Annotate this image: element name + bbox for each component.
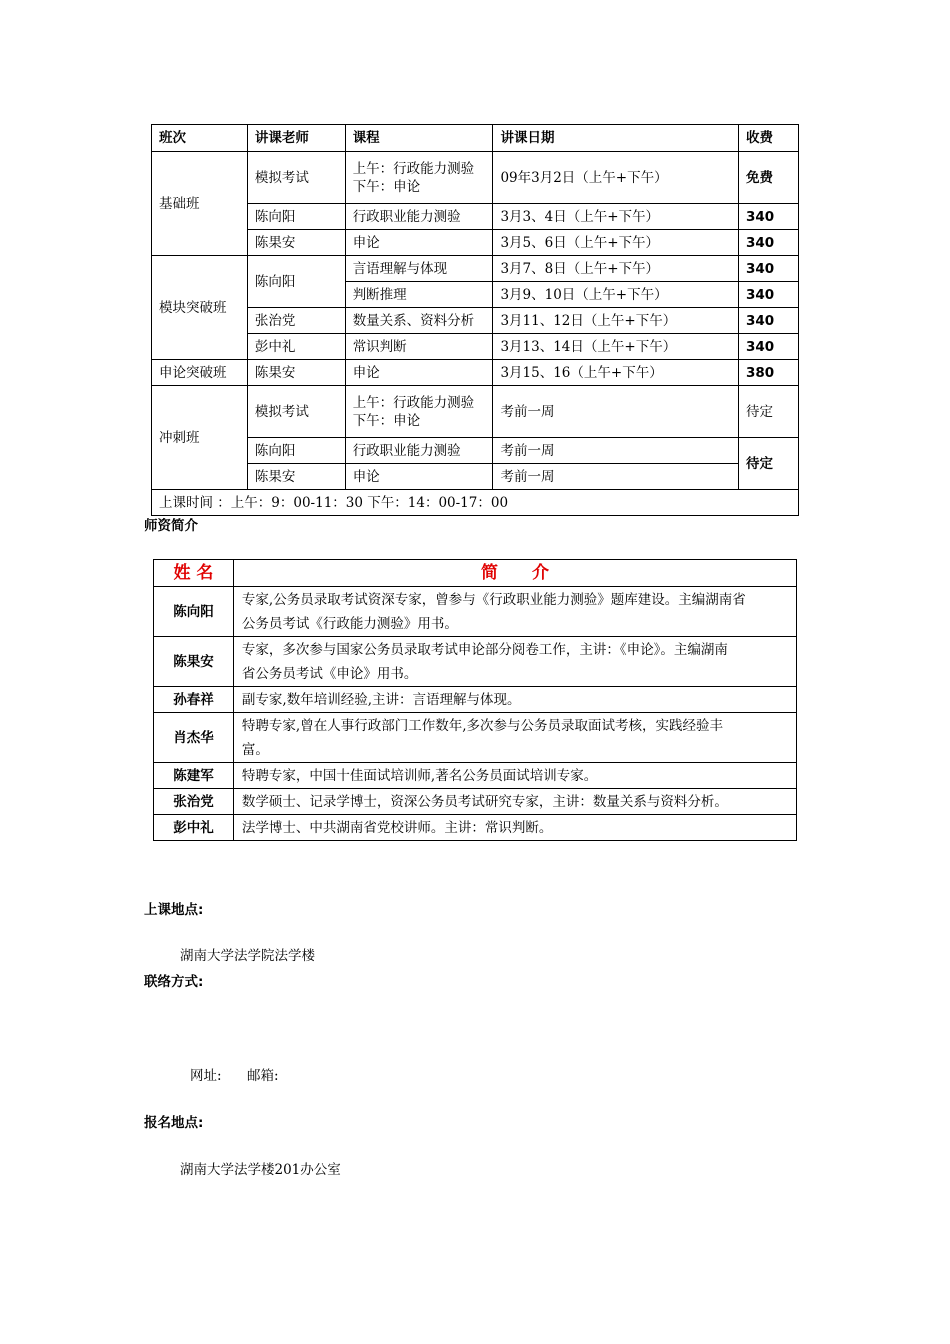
teacher-desc [233, 587, 796, 637]
teacher-cell: 陈向阳 [247, 256, 345, 308]
table-row [152, 464, 799, 490]
header-teacher: 讲课老师 [247, 125, 345, 152]
contact-label: 联络方式: [144, 974, 204, 990]
date-cell: 3月5、6日（上午+下午） [493, 230, 739, 256]
teacher-name: 陈果安 [154, 637, 234, 687]
teacher-desc: 副专家,数年培训经验,主讲：言语理解与体现。 [233, 687, 796, 713]
teacher-desc [233, 637, 796, 687]
group-essay: 申论突破班 [152, 360, 248, 386]
desc-line: 富。 [241, 741, 269, 758]
date-cell: 3月13、14日（上午+下午） [493, 334, 739, 360]
teacher-cell: 陈果安 [247, 464, 345, 490]
date-cell: 3月3、4日（上午+下午） [493, 204, 739, 230]
fee-cell: 免费 [739, 152, 799, 204]
course-cell: 申论 [345, 230, 493, 256]
date-cell: 3月11、12日（上午+下午） [493, 308, 739, 334]
header-date: 讲课日期 [493, 125, 739, 152]
schedule-table [151, 124, 799, 516]
class-time: 上课时间 ：上午：9：00-11：30 下午：14：00-17：00 [152, 490, 799, 516]
table-row [152, 256, 799, 282]
table-row [154, 789, 797, 815]
teacher-cell: 彭中礼 [247, 334, 345, 360]
fee-cell: 340 [739, 334, 799, 360]
teacher-name: 彭中礼 [154, 815, 234, 841]
course-cell: 常识判断 [345, 334, 493, 360]
teacher-desc [233, 713, 796, 763]
course-cell [345, 386, 493, 438]
location-value: 湖南大学法学院法学楼 [180, 948, 315, 964]
faculty-table [153, 559, 797, 841]
teacher-cell: 陈向阳 [247, 204, 345, 230]
fee-cell: 待定 [739, 438, 799, 490]
teacher-cell: 模拟考试 [247, 386, 345, 438]
teacher-desc: 数学硕士、记录学博士，资深公务员考试研究专家，主讲：数量关系与资料分析。 [233, 789, 796, 815]
table-row [152, 438, 799, 464]
registration-value: 湖南大学法学楼201办公室 [180, 1162, 341, 1178]
table-row [152, 386, 799, 438]
table-row [152, 490, 799, 516]
desc-line: 特聘专家,曾在人事行政部门工作数年,多次参与公务员录取面试考核，实践经验丰 [241, 717, 723, 734]
teacher-name: 陈建军 [154, 763, 234, 789]
table-row [154, 587, 797, 637]
table-row [154, 687, 797, 713]
header-course: 课程 [345, 125, 493, 152]
course-cell: 数量关系、资料分析 [345, 308, 493, 334]
course-cell: 判断推理 [345, 282, 493, 308]
desc-line: 专家，多次参与国家公务员录取考试申论部分阅卷工作，主讲：《申论》。主编湖南 [241, 641, 728, 658]
desc-line: 省公务员考试《申论》用书。 [241, 665, 418, 682]
table-row [154, 713, 797, 763]
teacher-name: 孙春祥 [154, 687, 234, 713]
course-cell: 行政职业能力测验 [345, 204, 493, 230]
teacher-cell: 张治党 [247, 308, 345, 334]
teacher-cell: 模拟考试 [247, 152, 345, 204]
teacher-desc: 法学博士、中共湖南省党校讲师。主讲：常识判断。 [233, 815, 796, 841]
teacher-cell: 陈向阳 [247, 438, 345, 464]
header-fee: 收费 [739, 125, 799, 152]
fee-cell: 待定 [739, 386, 799, 438]
table-row [152, 152, 799, 204]
email-label: 邮箱: [247, 1068, 279, 1084]
website-label: 网址: [190, 1068, 222, 1084]
course-cell: 言语理解与体现 [345, 256, 493, 282]
course-line: 下午：申论 [352, 178, 421, 195]
registration-label: 报名地点: [144, 1115, 204, 1131]
table-row [152, 360, 799, 386]
group-module: 模块突破班 [152, 256, 248, 360]
date-cell: 考前一周 [493, 438, 739, 464]
course-line: 上午：行政能力测验 [352, 160, 475, 177]
date-cell: 3月7、8日（上午+下午） [493, 256, 739, 282]
date-cell: 09年3月2日（上午+下午） [493, 152, 739, 204]
header-name: 姓 名 [154, 560, 234, 587]
course-cell: 申论 [345, 360, 493, 386]
table-row [152, 308, 799, 334]
header-intro: 简 介 [233, 560, 796, 587]
fee-cell: 340 [739, 308, 799, 334]
date-cell: 3月15、16（上午+下午） [493, 360, 739, 386]
table-row [152, 230, 799, 256]
table-row [154, 815, 797, 841]
header-class: 班次 [152, 125, 248, 152]
teacher-name: 陈向阳 [154, 587, 234, 637]
location-label: 上课地点: [144, 902, 204, 918]
fee-cell: 380 [739, 360, 799, 386]
table-header-row [152, 125, 799, 152]
teacher-name: 肖杰华 [154, 713, 234, 763]
teacher-name: 张治党 [154, 789, 234, 815]
table-header-row [154, 560, 797, 587]
table-row [152, 204, 799, 230]
fee-cell: 340 [739, 204, 799, 230]
course-cell: 行政职业能力测验 [345, 438, 493, 464]
course-line: 下午：申论 [352, 412, 421, 429]
desc-line: 公务员考试《行政能力测验》用书。 [241, 615, 458, 632]
faculty-title: 师资简介 [144, 518, 198, 534]
desc-line: 专家,公务员录取考试资深专家，曾参与《行政职业能力测验》题库建设。主编湖南省 [241, 591, 746, 608]
teacher-desc: 特聘专家，中国十佳面试培训师,著名公务员面试培训专家。 [233, 763, 796, 789]
course-cell: 申论 [345, 464, 493, 490]
table-row [154, 637, 797, 687]
table-row [152, 334, 799, 360]
teacher-cell: 陈果安 [247, 230, 345, 256]
date-cell: 考前一周 [493, 464, 739, 490]
table-row [154, 763, 797, 789]
course-cell [345, 152, 493, 204]
course-line: 上午：行政能力测验 [352, 394, 475, 411]
group-sprint: 冲刺班 [152, 386, 248, 490]
fee-cell: 340 [739, 230, 799, 256]
date-cell: 考前一周 [493, 386, 739, 438]
date-cell: 3月9、10日（上午+下午） [493, 282, 739, 308]
fee-cell: 340 [739, 282, 799, 308]
teacher-cell: 陈果安 [247, 360, 345, 386]
group-basic: 基础班 [152, 152, 248, 256]
fee-cell: 340 [739, 256, 799, 282]
